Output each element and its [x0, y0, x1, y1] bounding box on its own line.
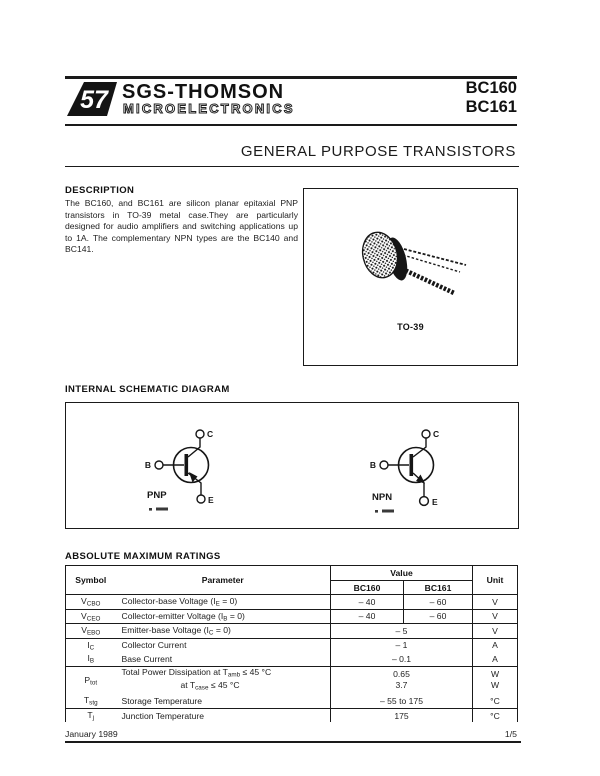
print-code-mark	[149, 508, 152, 511]
part-number-bc160: BC160	[465, 79, 517, 97]
brand-subtitle: MICROELECTRONICS	[123, 101, 295, 116]
parameter-cell: Collector-emitter Voltage $(I_B = 0)$	[116, 609, 331, 624]
unit-cell: W W	[473, 666, 518, 694]
part-number-bc161: BC161	[465, 98, 517, 116]
value-bc161-cell: – 60	[404, 595, 473, 610]
print-code-mark	[156, 508, 168, 511]
symbol-cell: $I_C$	[66, 638, 116, 652]
description-heading: DESCRIPTION	[65, 185, 135, 196]
schematic-heading: INTERNAL SCHEMATIC DIAGRAM	[65, 384, 230, 395]
col-header-bc161: BC161	[404, 581, 473, 595]
table-row-tj	[66, 708, 518, 722]
col-header-parameter: Parameter	[201, 575, 244, 585]
header-bottom-rule	[65, 124, 517, 126]
unit-cell: °C	[473, 708, 518, 722]
unit-cell: A	[473, 652, 518, 666]
brand-name: SGS-THOMSON	[122, 81, 285, 103]
unit-cell: V	[473, 595, 518, 610]
pnp-transistor-icon	[129, 417, 259, 519]
unit-cell: V	[473, 609, 518, 624]
pnp-emitter-label: E	[208, 495, 214, 505]
print-code-mark	[375, 510, 378, 513]
symbol-cell: $V_{CEO}$	[66, 609, 116, 624]
symbol-cell: $V_{CBO}$	[66, 595, 116, 610]
package-box	[303, 188, 518, 366]
symbol-cell: $T_{stg}$	[83, 695, 98, 707]
page-title: GENERAL PURPOSE TRANSISTORS	[240, 143, 516, 160]
npn-transistor-icon	[354, 417, 484, 519]
value-cell: – 1	[331, 638, 473, 652]
value-bc161-cell: – 60	[404, 609, 473, 624]
col-header-bc160: BC160	[331, 581, 404, 595]
parameter-cell: Collector-base Voltage $(I_E = 0)$	[116, 595, 331, 610]
value-bc160-cell: – 40	[331, 595, 404, 610]
table-row-vcbo	[66, 595, 518, 610]
table-row-vebo	[66, 624, 518, 639]
parameter-cell: Junction Temperature	[116, 708, 331, 722]
table-row-tstg	[66, 694, 518, 708]
value-bc160-cell: – 40	[331, 609, 404, 624]
footer-page-number: 1/5	[504, 729, 517, 739]
parameter-cell: Base Current	[121, 653, 173, 664]
unit-cell: A	[473, 638, 518, 652]
table-row-ic	[66, 638, 518, 652]
npn-type-label: NPN	[372, 492, 393, 503]
value-cell: 175	[331, 708, 473, 722]
value-cell: – 0.1	[331, 652, 473, 666]
title-rule	[65, 166, 519, 168]
to39-package-icon	[304, 189, 515, 319]
footer-rule	[65, 741, 521, 743]
table-row-vceo	[66, 609, 518, 624]
symbol-cell: $V_{EBO}$	[66, 624, 116, 639]
sgs-thomson-logo-icon	[66, 81, 118, 117]
npn-emitter-label: E	[432, 497, 438, 507]
pnp-base-label: B	[144, 460, 151, 470]
ratings-heading: ABSOLUTE MAXIMUM RATINGS	[65, 551, 221, 562]
footer-date: January 1989	[65, 729, 118, 739]
logo-glyph: 57	[80, 86, 108, 114]
value-cell: – 5	[331, 624, 473, 639]
parameter-cell: Total Power Dissipation at $T_{amb} \le 45$ °C at $T_{case} \le 45$ °C	[116, 666, 331, 694]
parameter-cell: Collector Current	[116, 638, 331, 652]
value-cell: 0.65 3.7	[331, 666, 473, 694]
ratings-table	[65, 565, 518, 722]
table-row-ptot	[66, 666, 518, 694]
print-code-mark	[382, 510, 394, 513]
parameter-cell: Storage Temperature	[121, 696, 203, 707]
package-label: TO-39	[397, 322, 424, 332]
table-row-ib	[66, 652, 518, 666]
col-header-unit: Unit	[473, 566, 518, 595]
value-cell: – 55 to 175	[331, 694, 473, 708]
description-text: The BC160, and BC161 are silicon planar epitaxial PNP transistors in TO-39 metal case.They are particularly designed for audio amplifiers and switching applications up to 1A. The complementary NPN types are the BC140 and BC141.	[65, 198, 298, 255]
pnp-type-label: PNP	[147, 490, 167, 501]
npn-base-label: B	[369, 460, 376, 470]
schematic-box	[65, 402, 519, 529]
pnp-collector-label: C	[207, 429, 214, 439]
header-top-rule	[65, 76, 517, 79]
col-header-symbol: Symbol	[75, 575, 107, 585]
symbol-cell: $P_{tot}$	[66, 666, 116, 694]
col-header-value: Value	[331, 566, 473, 581]
symbol-cell: $I_B$	[87, 653, 95, 665]
part-numbers	[466, 79, 517, 117]
unit-cell: °C	[473, 694, 518, 708]
unit-cell: V	[473, 624, 518, 639]
parameter-cell: Emitter-base Voltage $(I_C = 0)$	[116, 624, 331, 639]
symbol-cell: $T_j$	[66, 708, 116, 722]
npn-collector-label: C	[433, 429, 440, 439]
